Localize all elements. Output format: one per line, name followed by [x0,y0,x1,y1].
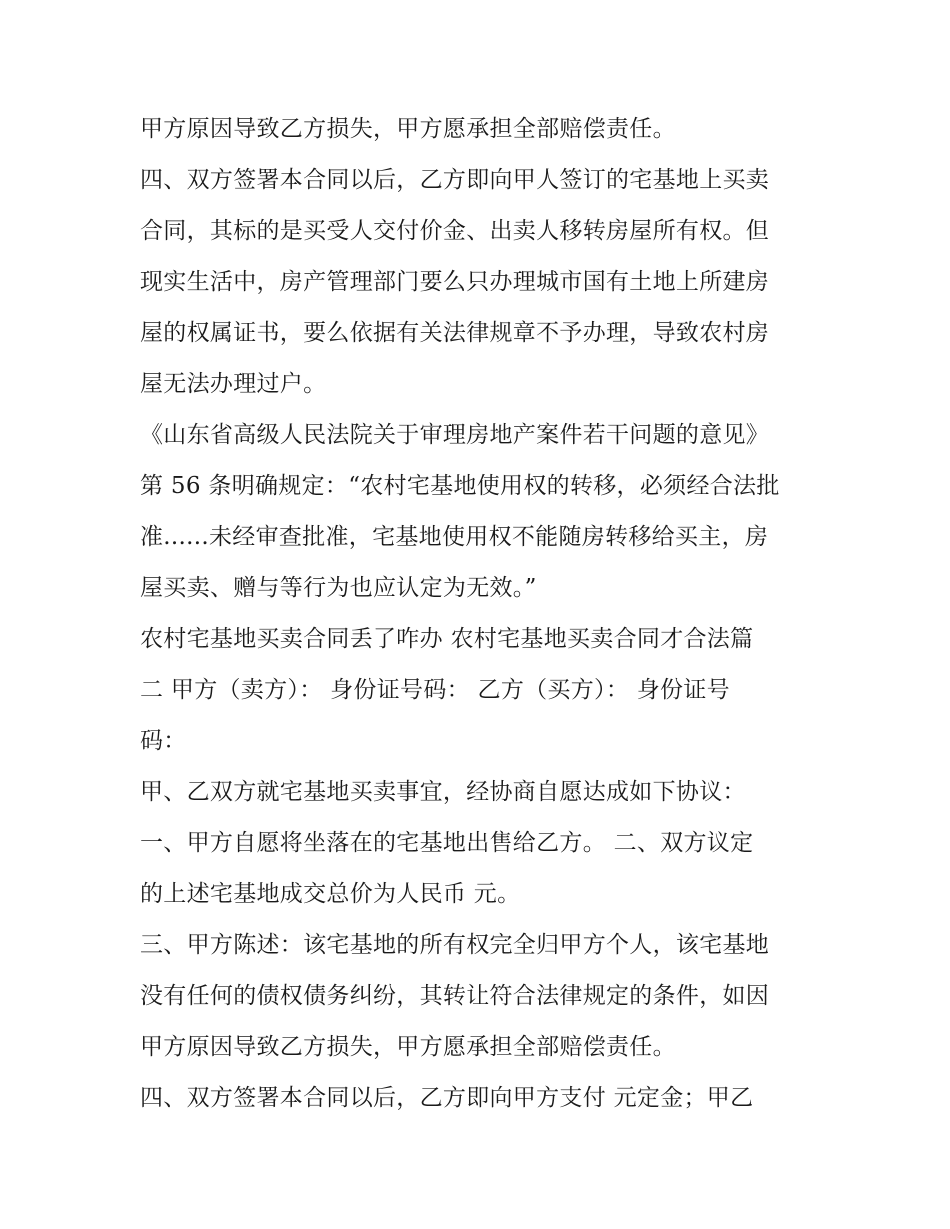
text-line: 一、甲方自愿将坐落在的宅基地出售给乙方。 二、双方议定 [140,830,754,856]
text-line: 四、双方签署本合同以后，乙方即向甲人签订的宅基地上买卖 [140,167,770,193]
text-line: 没有任何的债权债务纠纷，其转让符合法律规定的条件，如因 [140,983,770,1009]
text-line: 屋的权属证书，要么依据有关法律规章不予办理，导致农村房 [140,320,770,346]
text-line: 合同，其标的是买受人交付价金、出卖人移转房屋所有权。但 [140,218,770,244]
text-line: 屋无法办理过户。 [140,371,327,397]
text-line: 三、甲方陈述：该宅基地的所有权完全归甲方个人，该宅基地 [140,932,770,958]
text-line: 第 56 条明确规定：“农村宅基地使用权的转移，必须经合法批 [140,473,780,499]
text-line: 农村宅基地买卖合同丢了咋办 农村宅基地买卖合同才合法篇 [140,626,754,652]
text-line: 甲方原因导致乙方损失，甲方愿承担全部赔偿责任。 [140,116,676,142]
text-line: 现实生活中，房产管理部门要么只办理城市国有土地上所建房 [140,269,770,295]
text-line: 甲方原因导致乙方损失，甲方愿承担全部赔偿责任。 [140,1034,676,1060]
text-line: 码： [140,728,187,754]
text-line: 的上述宅基地成交总价为人民币 元。 [140,881,521,907]
text-line: 甲、乙双方就宅基地买卖事宜，经协商自愿达成如下协议： [140,779,746,805]
text-line: 四、双方签署本合同以后，乙方即向甲方支付 元定金；甲乙 [140,1085,754,1111]
text-line: 《山东省高级人民法院关于审理房地产案件若干问题的意见》 [140,422,770,448]
text-line: 二 甲方（卖方）： 身份证号码： 乙方（买方）： 身份证号 [140,677,730,703]
text-line: 准......未经审查批准，宅基地使用权不能随房转移给买主，房 [140,524,769,550]
text-line: 屋买卖、赠与等行为也应认定为无效。” [140,575,537,601]
